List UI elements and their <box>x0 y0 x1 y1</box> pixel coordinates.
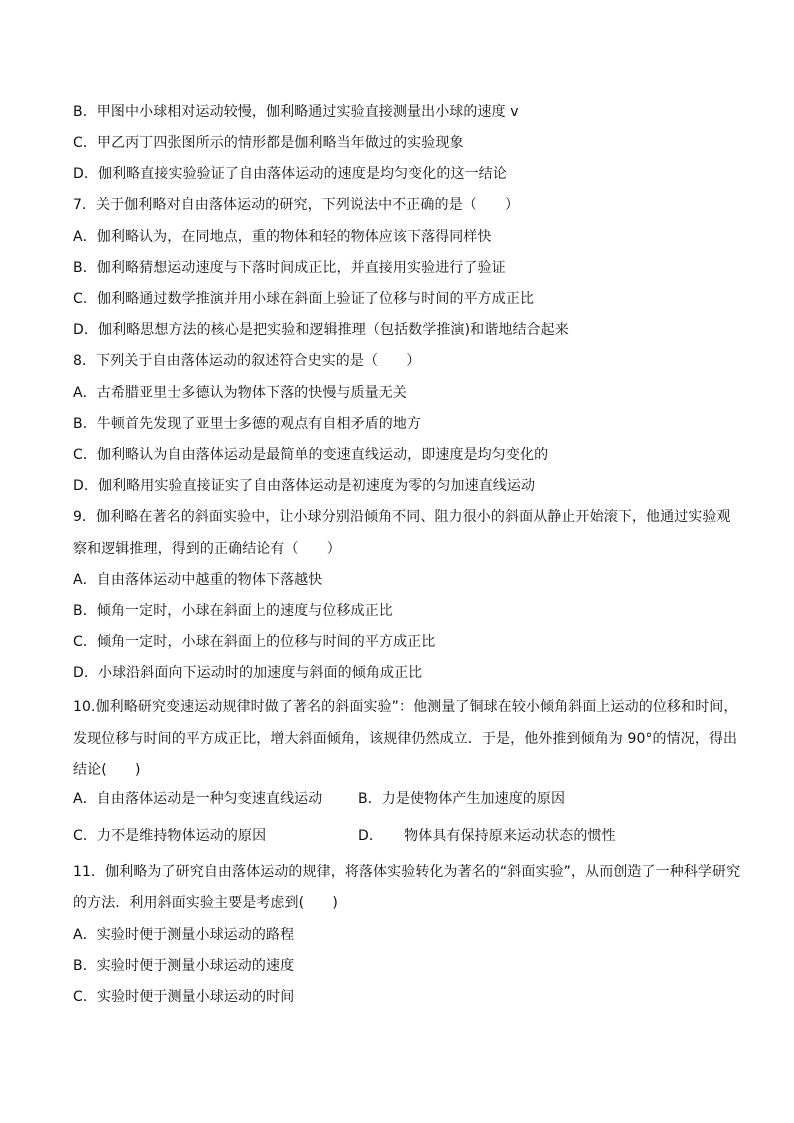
q11-stem-line2: 的方法．利用斜面实验主要是考虑到( ) <box>73 895 338 911</box>
q8-option-b: B．牛顿首先发现了亚里士多德的观点有自相矛盾的地方 <box>73 416 422 432</box>
q11-option-b: B．实验时便于测量小球运动的速度 <box>73 958 295 974</box>
q10-option-d: D． 物体具有保持原来运动状态的惯性 <box>358 828 616 844</box>
q8-option-d: D．伽利略用实验直接证实了自由落体运动是初速度为零的匀加速直线运动 <box>73 478 536 494</box>
q6-option-c: C．甲乙丙丁四张图所示的情形都是伽利略当年做过的实验现象 <box>73 135 464 151</box>
q8-stem: 8．下列关于自由落体运动的叙述符合史实的是（ ） <box>73 353 421 369</box>
q10-option-b: B．力是使物体产生加速度的原因 <box>358 791 566 807</box>
q10-option-a: A．自由落体运动是一种匀变速直线运动 <box>73 791 323 807</box>
q8-option-c: C．伽利略认为自由落体运动是最简单的变速直线运动，即速度是均匀变化的 <box>73 447 549 463</box>
q7-option-b: B．伽利略猜想运动速度与下落时间成正比，并直接用实验进行了验证 <box>73 260 506 276</box>
q9-stem-line2: 察和逻辑推理，得到的正确结论有（ ） <box>73 541 341 557</box>
q7-stem: 7．关于伽利略对自由落体运动的研究，下列说法中不正确的是（ ） <box>73 197 520 213</box>
q7-option-a: A．伽利略认为，在同地点，重的物体和轻的物体应该下落得同样快 <box>73 229 492 245</box>
q8-option-a: A．古希腊亚里士多德认为物体下落的快慢与质量无关 <box>73 385 407 401</box>
q11-stem-line1: 11．伽利略为了研究自由落体运动的规律，将落体实验转化为著名的“斜面实验”，从而创造了一种科学研究 <box>73 864 741 880</box>
q10-option-c: C．力不是维持物体运动的原因 <box>73 828 267 844</box>
q10-stem-line3: 结论( ) <box>73 762 141 778</box>
q10-stem-line1: 10.伽利略研究变速运动规律时做了著名的斜面实验”：他测量了铜球在较小倾角斜面上运动的位移和时间， <box>73 699 738 715</box>
q9-stem-line1: 9．伽利略在著名的斜面实验中，让小球分别沿倾角不同、阻力很小的斜面从静止开始滚下，他通过实验观 <box>73 509 731 525</box>
q9-option-a: A．自由落体运动中越重的物体下落越快 <box>73 572 323 588</box>
q9-option-b: B．倾角一定时，小球在斜面上的速度与位移成正比 <box>73 603 393 619</box>
q10-stem-line2: 发现位移与时间的平方成正比，增大斜面倾角，该规律仍然成立．于是，他外推到倾角为 90°的情况，得出 <box>73 731 738 747</box>
q7-option-c: C．伽利略通过数学推演并用小球在斜面上验证了位移与时间的平方成正比 <box>73 291 535 307</box>
q6-option-b: B．甲图中小球相对运动较慢，伽利略通过实验直接测量出小球的速度 v <box>73 104 519 120</box>
q11-option-c: C．实验时便于测量小球运动的时间 <box>73 989 295 1005</box>
q9-option-c: C．倾角一定时，小球在斜面上的位移与时间的平方成正比 <box>73 634 436 650</box>
q7-option-d: D．伽利略思想方法的核心是把实验和逻辑推理（包括数学推演)和谐地结合起来 <box>73 322 569 338</box>
q6-option-d: D．伽利略直接实验验证了自由落体运动的速度是均匀变化的这一结论 <box>73 166 507 182</box>
q11-option-a: A．实验时便于测量小球运动的路程 <box>73 927 295 943</box>
q9-option-d: D．小球沿斜面向下运动时的加速度与斜面的倾角成正比 <box>73 665 423 681</box>
